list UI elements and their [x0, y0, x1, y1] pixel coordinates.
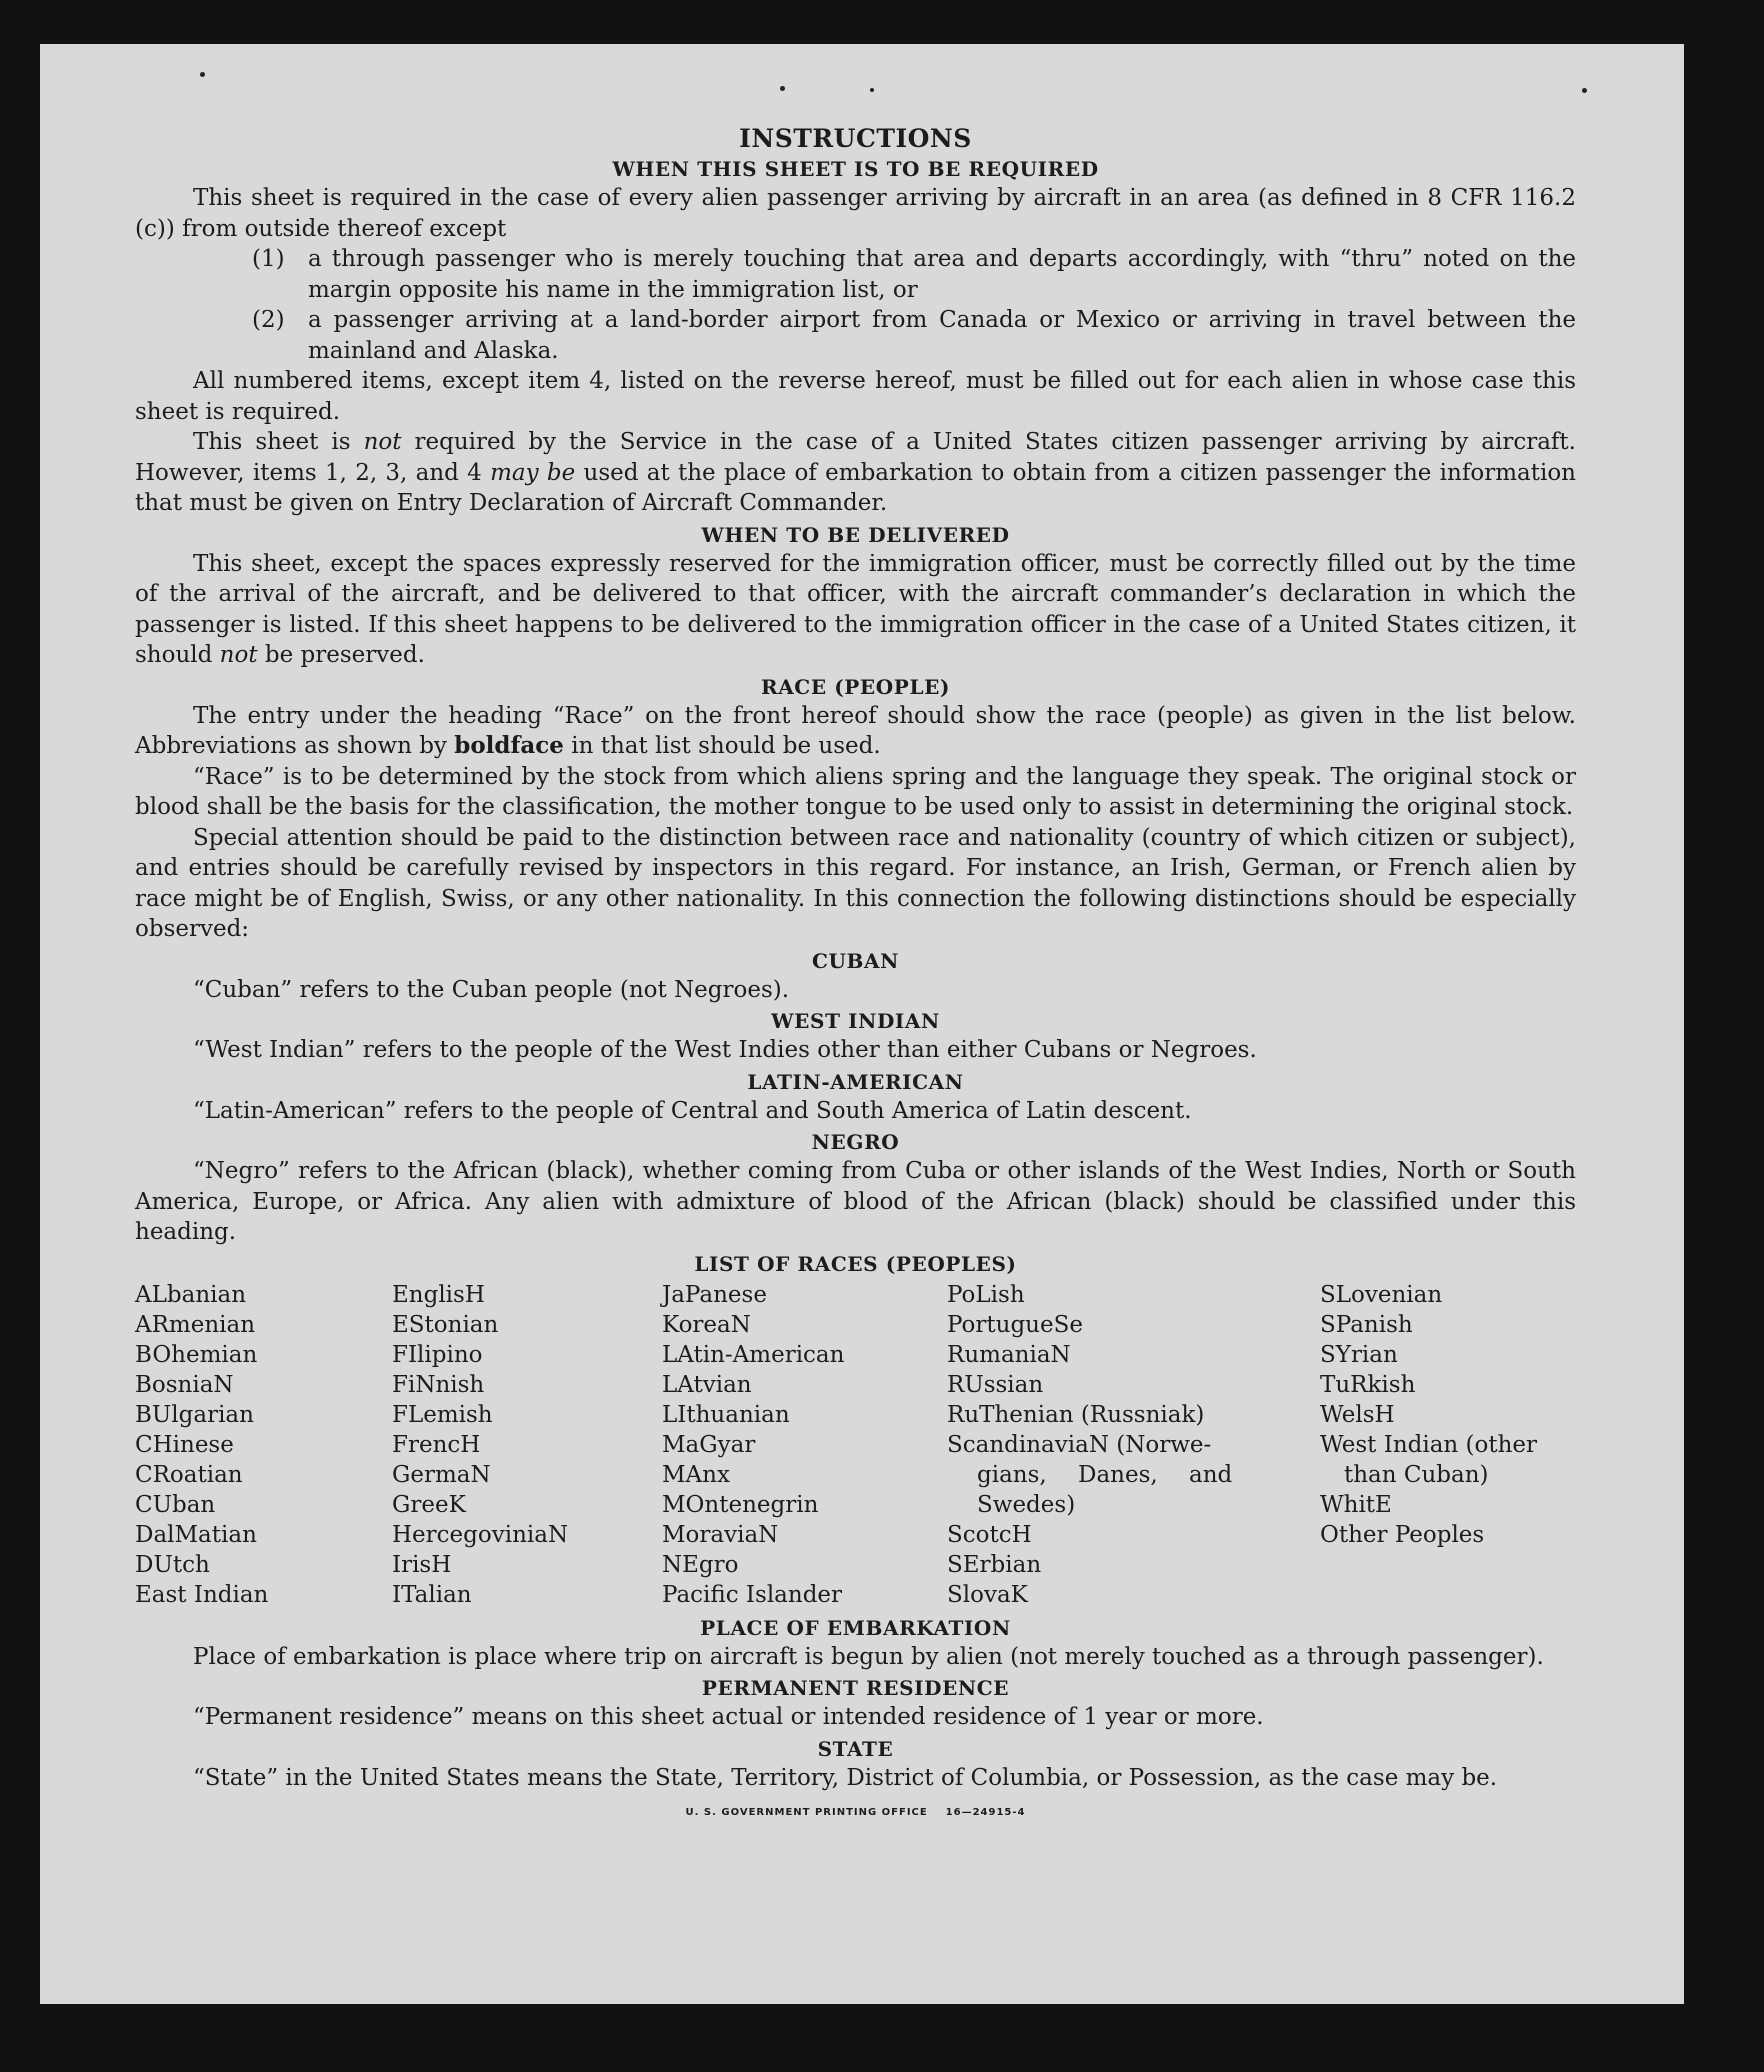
list-item: TuRkish: [1320, 1371, 1416, 1398]
list-item: FiNnish: [392, 1371, 485, 1398]
list-item: GreeK: [392, 1491, 466, 1518]
list-item: MaGyar: [662, 1431, 756, 1458]
section-heading-permanent-residence: PERMANENT RESIDENCE: [701, 1676, 1010, 1700]
list-item: RUssian: [947, 1371, 1044, 1398]
races-column-2: [392, 1280, 662, 1610]
paragraph-delivered: This sheet, except the spaces expressly reserved for the immigration officer, must be correctly filled out by the time of the arrival of the aircraft, and be delivered to that officer, with the aircraft commander’s declaration in which the passenger is listed. If this sheet happens to be delivered to the immigration officer in the case of a United States citizen, it should not be preserved.: [135, 550, 1576, 668]
list-item: BOhemian: [135, 1341, 258, 1368]
list-item: (1) a through passenger who is merely touching that area and departs accordingly, with “thru” noted on the margin opposite his name in the immigration list, or: [252, 246, 1576, 303]
list-item: ARmenian: [135, 1311, 256, 1338]
list-item: CRoatian: [135, 1461, 243, 1488]
list-item: BosniaN: [135, 1371, 234, 1398]
paragraph-state: “State” in the United States means the State, Territory, District of Columbia, or Possession, as the case may be.: [193, 1764, 1498, 1791]
paragraph-numbered-items: All numbered items, except item 4, listed on the reverse hereof, must be filled out for each alien in whose case this sheet is required.: [135, 368, 1576, 425]
list-item: LIthuanian: [662, 1401, 790, 1428]
races-column-1: [135, 1280, 392, 1610]
list-item: (2) a passenger arriving at a land-border airport from Canada or Mexico or arriving in travel between the mainland and Alaska.: [252, 307, 1576, 364]
document-page: [40, 44, 1684, 2004]
speck-mark: [1582, 88, 1587, 93]
list-item: JaPanese: [662, 1281, 767, 1308]
list-item: PortugueSe: [947, 1311, 1083, 1338]
paragraph-race-nationality: Special attention should be paid to the distinction between race and nationality (country of which citizen or subject), and entries should be carefully revised by inspectors in this regard. For instance, an Irish, German, or French alien by race might be of English, Swiss, or any other nationality. In this connection the following distinctions should be especially observed:: [135, 824, 1576, 942]
list-item: CHinese: [135, 1431, 234, 1458]
section-heading-west-indian: WEST INDIAN: [771, 1009, 940, 1033]
list-item: EStonian: [392, 1311, 499, 1338]
list-item: SYrian: [1320, 1341, 1398, 1368]
list-item: SLovenian: [1320, 1281, 1443, 1308]
printer-imprint: U. S. GOVERNMENT PRINTING OFFICE 16—24915-4: [685, 1807, 1026, 1818]
paragraph-race-stock: “Race” is to be determined by the stock from which aliens spring and the language they speak. The original stock or blood shall be the basis for the classification, the mother tongue to be used only to assist in determining the original stock.: [135, 763, 1576, 820]
list-item: FLemish: [392, 1401, 493, 1428]
races-column-3: [662, 1280, 947, 1610]
speck-mark: [870, 88, 874, 92]
list-item: East Indian: [135, 1581, 269, 1608]
list-item: PoLish: [947, 1281, 1025, 1308]
exceptions-list: [135, 244, 1576, 366]
list-item: DUtch: [135, 1551, 210, 1578]
list-item: FIlipino: [392, 1341, 483, 1368]
list-item: LAtin-American: [662, 1341, 845, 1368]
list-item: RuThenian (Russniak): [947, 1401, 1205, 1428]
list-item: EnglisH: [392, 1281, 485, 1308]
paragraph-latin-american: “Latin-American” refers to the people of Central and South America of Latin descent.: [193, 1097, 1192, 1124]
section-heading-negro: NEGRO: [811, 1130, 900, 1154]
list-item: RumaniaN: [947, 1341, 1071, 1368]
list-item: MOntenegrin: [662, 1491, 819, 1518]
paragraph-race-entry: The entry under the heading “Race” on the front hereof should show the race (people) as given in the list below. Abbreviations as shown by boldface in that list should be used.: [135, 702, 1576, 759]
speck-mark: [200, 72, 205, 77]
paragraph-west-indian: “West Indian” refers to the people of the West Indies other than either Cubans or Negroes.: [193, 1037, 1257, 1063]
list-item: KoreaN: [662, 1311, 751, 1338]
paragraph-negro: “Negro” refers to the African (black), whether coming from Cuba or other islands of the West Indies, North or South America, Europe, or Africa. Any alien with admixture of blood of the African (black) should be classified under this heading.: [135, 1158, 1576, 1245]
list-item: WhitE: [1320, 1491, 1392, 1518]
list-item: NEgro: [662, 1551, 739, 1578]
races-table: [135, 1280, 1576, 1610]
list-item: HercegoviniaN: [392, 1521, 569, 1548]
list-item: SlovaK: [947, 1581, 1028, 1608]
section-heading-race: RACE (PEOPLE): [760, 674, 951, 699]
list-item: LAtvian: [662, 1371, 752, 1398]
list-item: ITalian: [392, 1581, 472, 1608]
list-item: ALbanian: [135, 1281, 247, 1308]
races-column-4: [947, 1280, 1320, 1610]
list-item: IrisH: [392, 1551, 452, 1578]
section-heading-delivered: WHEN TO BE DELIVERED: [701, 522, 1010, 547]
section-heading-list-of-races: LIST OF RACES (PEOPLES): [694, 1251, 1017, 1276]
section-heading-latin-american: LATIN-AMERICAN: [747, 1069, 964, 1094]
paragraph-required-intro: This sheet is required in the case of every alien passenger arriving by aircraft in an area (as defined in 8 CFR 116.2 (c)) from outside thereof except: [135, 185, 1576, 242]
list-item: SPanish: [1320, 1311, 1413, 1338]
list-item: BUlgarian: [135, 1401, 254, 1428]
section-heading-embarkation: PLACE OF EMBARKATION: [700, 1615, 1011, 1640]
list-item: WelsH: [1320, 1401, 1395, 1428]
page-title: INSTRUCTIONS: [739, 124, 972, 153]
list-item: GermaN: [392, 1461, 491, 1488]
paragraph-embarkation: Place of embarkation is place where trip on aircraft is begun by alien (not merely touched as a through passenger).: [193, 1643, 1544, 1670]
section-heading-state: STATE: [817, 1736, 894, 1761]
list-item: CUban: [135, 1491, 216, 1518]
list-item: DalMatian: [135, 1521, 257, 1548]
list-item: Other Peoples: [1320, 1521, 1485, 1548]
paragraph-citizen: This sheet is not required by the Service in the case of a United States citizen passenger arriving by aircraft. However, items 1, 2, 3, and 4 may be used at the place of embarkation to obtain from a citizen passenger the information that must be given on Entry Declaration of Aircraft Commander.: [135, 429, 1576, 516]
paragraph-cuban: “Cuban” refers to the Cuban people (not Negroes).: [193, 976, 790, 1003]
section-heading-cuban: CUBAN: [811, 948, 900, 973]
paragraph-permanent-residence: “Permanent residence” means on this sheet actual or intended residence of 1 year or more.: [193, 1704, 1264, 1730]
list-item: MAnx: [662, 1461, 730, 1488]
list-item: Pacific Islander: [662, 1581, 843, 1608]
list-item: ScotcH: [947, 1521, 1032, 1548]
races-column-5: [1320, 1280, 1575, 1610]
list-item: FrencH: [392, 1431, 481, 1458]
list-item: ScandinaviaN (Norwe- gians, Danes, and Swedes): [947, 1431, 1233, 1518]
list-item: West Indian (other than Cuban): [1320, 1431, 1538, 1488]
speck-mark: [780, 86, 785, 91]
section-heading-required: WHEN THIS SHEET IS TO BE REQUIRED: [612, 157, 1099, 181]
list-item: SErbian: [947, 1551, 1042, 1578]
list-item: MoraviaN: [662, 1521, 779, 1548]
